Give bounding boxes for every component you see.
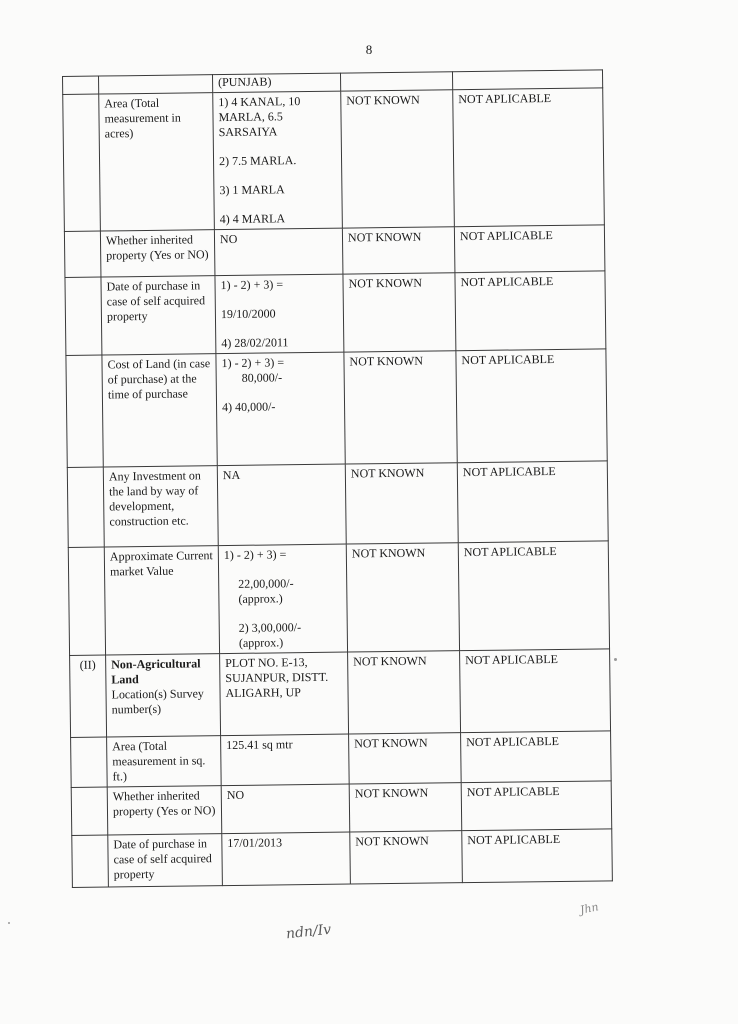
col4-cell: NOT APLICABLE [461, 731, 612, 783]
label-cell: Whether inherited property (Yes or NO) [107, 786, 222, 835]
value-cell: PLOT NO. E-13, SUJANPUR, DISTT. ALIGARH, UP [220, 652, 349, 736]
label-cell: Area (Total measurement in acres) [99, 93, 215, 231]
table-row [64, 225, 605, 278]
value-line: 3) 1 MARLA [219, 182, 285, 198]
value-cell [215, 274, 344, 354]
section-subtitle: Location(s) Survey number(s) [111, 686, 204, 717]
value-cell [216, 352, 345, 466]
col3-cell: NOT KNOWN [341, 90, 455, 228]
value-line: 80,000/- [241, 370, 283, 385]
label-cell: Area (Total measurement in sq. ft.) [107, 736, 222, 787]
number-cell [72, 835, 109, 887]
scan-speck [8, 922, 10, 924]
number-cell [68, 547, 105, 655]
value-cell: (PUNJAB) [212, 73, 340, 93]
col4-cell: NOT APLICABLE [460, 649, 611, 733]
label-cell [99, 75, 213, 94]
section-title: Non-Agricultural Land [111, 656, 201, 687]
col4-cell [452, 70, 602, 90]
col4-cell: NOT APLICABLE [458, 541, 609, 651]
assets-table [62, 69, 613, 888]
value-line: 1) - 2) + 3) = [223, 547, 287, 563]
number-cell [63, 76, 99, 94]
col4-cell: NOT APLICABLE [454, 225, 605, 273]
table-row [63, 88, 605, 232]
value-line: 2) 3,00,000/- (approx.) [238, 620, 302, 650]
value-line: 1) - 2) + 3) = [221, 355, 285, 371]
value-cell: NO [221, 784, 350, 834]
table-row [68, 541, 609, 656]
col4-cell: NOT APLICABLE [455, 271, 606, 351]
col3-cell: NOT KNOWN [350, 831, 463, 884]
table-row [67, 461, 608, 548]
number-cell [64, 231, 101, 277]
col4-cell: NOT APLICABLE [456, 349, 607, 463]
value-line: 4) 28/02/2011 [221, 335, 289, 351]
number-cell [63, 94, 101, 231]
table-row [70, 649, 611, 738]
value-cell: 17/01/2013 [222, 832, 351, 886]
col3-cell [340, 72, 452, 91]
col3-cell: NOT KNOWN [349, 783, 462, 832]
number-cell: (II) [70, 655, 107, 737]
number-cell [65, 277, 102, 355]
table-row [66, 349, 607, 468]
number-cell [71, 787, 108, 835]
label-cell [106, 654, 221, 737]
col4-cell: NOT APLICABLE [453, 88, 605, 227]
value-line: 1) 4 KANAL, 10 MARLA, 6.5 SARSAIYA [218, 94, 301, 140]
value-cell: NA [217, 464, 346, 546]
page-number: 8 [365, 42, 373, 57]
value-line: 1) - 2) + 3) = [220, 277, 284, 293]
table-row [65, 271, 606, 356]
value-line: 4) 40,000/- [221, 399, 276, 415]
col3-cell: NOT KNOWN [349, 733, 462, 784]
table-row [71, 731, 612, 788]
value-line: 4) 4 MARLA [219, 211, 286, 227]
table-row [72, 829, 613, 888]
handwritten-note: ndn/Iv [285, 921, 332, 943]
label-cell: Cost of Land (in case of purchase) at the time of purchase [102, 354, 217, 467]
signature-mark: Jhn [578, 900, 600, 917]
label-cell: Approximate Current market Value [104, 546, 219, 655]
col4-cell: NOT APLICABLE [457, 461, 608, 543]
number-cell [66, 355, 103, 467]
value-cell [213, 91, 343, 230]
value-line: 19/10/2000 [220, 306, 276, 322]
label-cell: Any Investment on the land by way of development, construction etc. [103, 466, 218, 547]
col3-cell: NOT KNOWN [344, 351, 457, 464]
col3-cell: NOT KNOWN [346, 543, 459, 652]
value-cell: 125.41 sq mtr [221, 734, 350, 786]
value-cell: NO [214, 228, 343, 276]
number-cell [67, 467, 104, 547]
col3-cell: NOT KNOWN [343, 273, 456, 352]
scan-speck [614, 658, 617, 661]
label-cell: Whether inherited property (Yes or NO) [100, 230, 215, 277]
col3-cell: NOT KNOWN [342, 227, 455, 274]
col3-cell: NOT KNOWN [348, 651, 461, 734]
value-line: 22,00,000/- (approx.) [238, 576, 294, 606]
col4-cell: NOT APLICABLE [462, 829, 613, 883]
value-line: 2) 7.5 MARLA. [218, 153, 297, 169]
label-cell: Date of purchase in case of self acquired property [108, 834, 223, 887]
number-cell [71, 737, 108, 787]
col4-cell: NOT APLICABLE [461, 781, 612, 831]
col3-cell: NOT KNOWN [345, 463, 458, 544]
label-cell: Date of purchase in case of self acquired property [101, 276, 216, 355]
value-cell [218, 544, 347, 654]
table-row [71, 781, 612, 836]
